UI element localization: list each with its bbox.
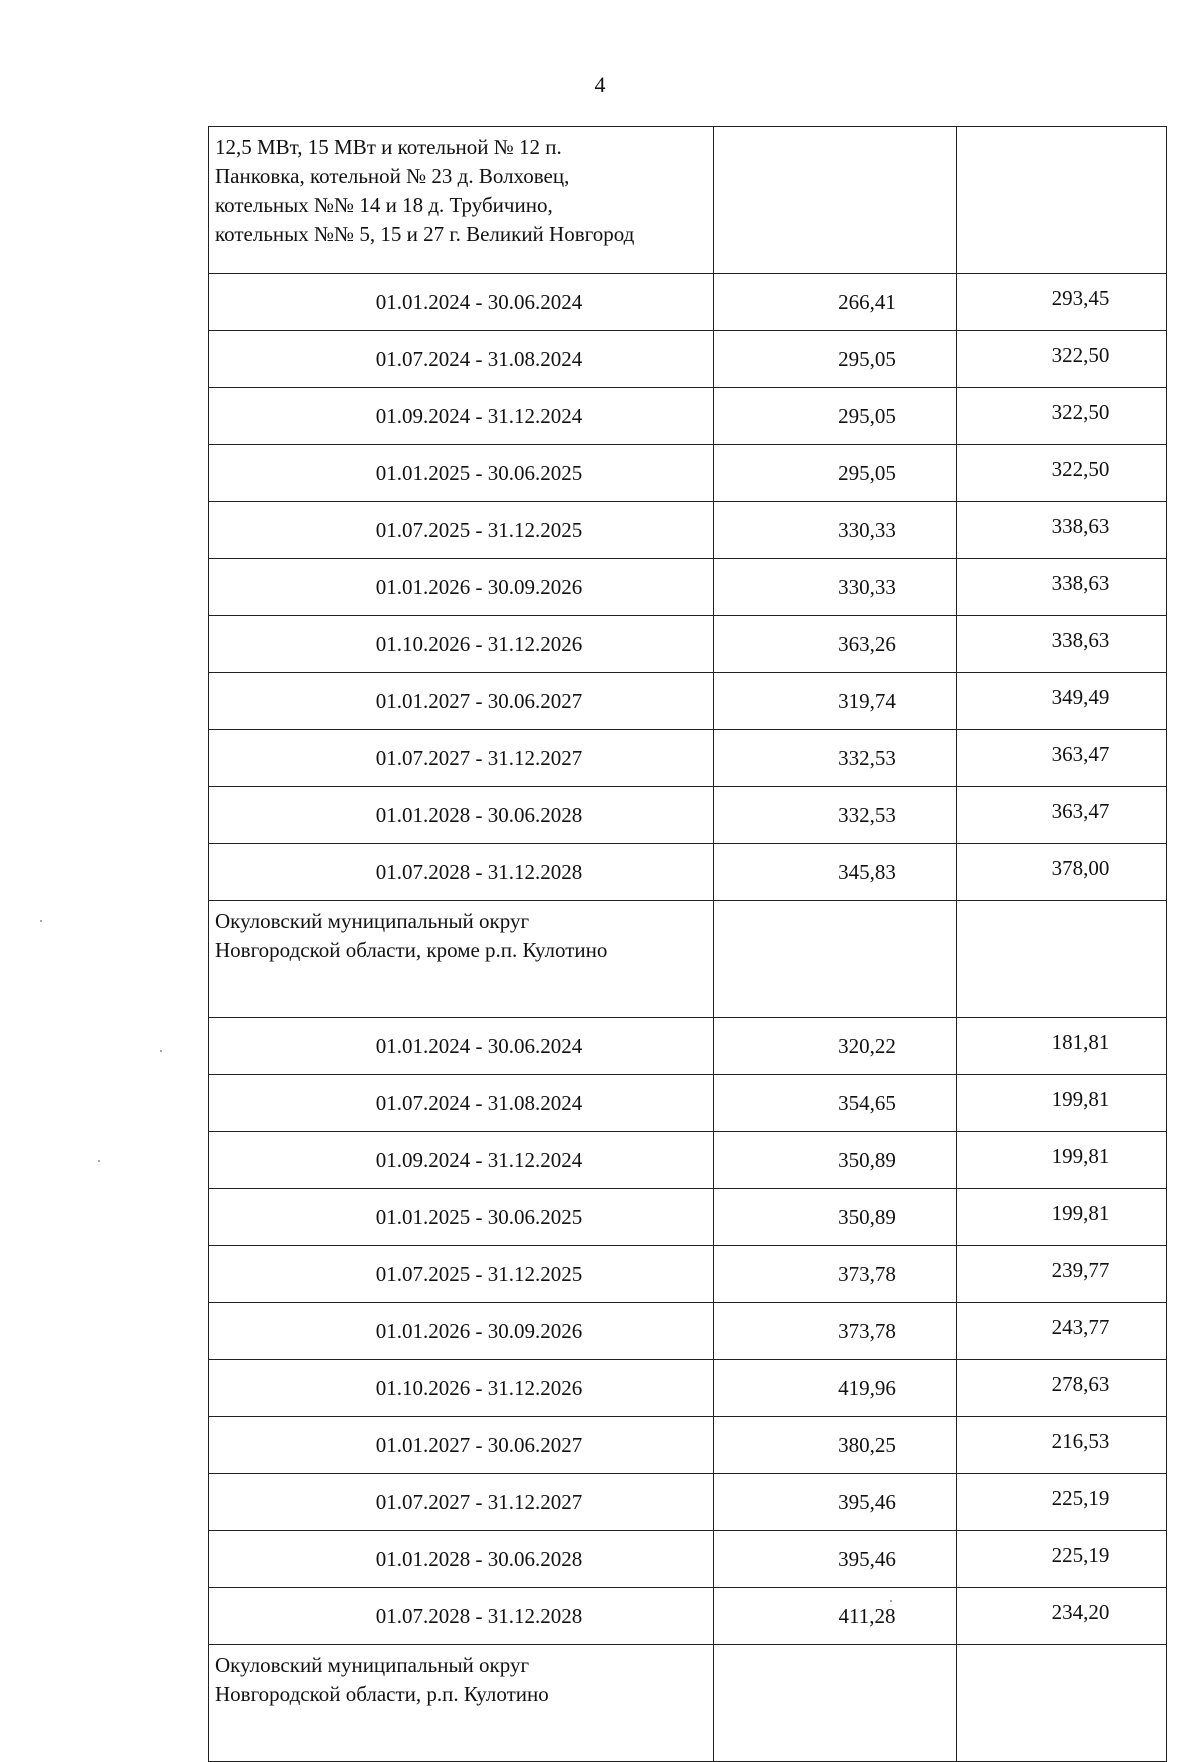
section-header-row	[209, 127, 1167, 274]
section-label-line: Новгородской области, р.п. Кулотино	[215, 1682, 549, 1706]
table-row	[209, 1360, 1167, 1417]
value-2-cell: 363,47	[957, 730, 1167, 787]
tariff-table	[208, 126, 1167, 1762]
value-1-cell: 380,25	[714, 1417, 957, 1474]
period-cell: 01.07.2027 - 31.12.2027	[209, 730, 714, 787]
table-row	[209, 445, 1167, 502]
value-2-cell: 278,63	[957, 1360, 1167, 1417]
table-row	[209, 502, 1167, 559]
period-cell: 01.07.2024 - 31.08.2024	[209, 1075, 714, 1132]
period-cell: 01.07.2027 - 31.12.2027	[209, 1474, 714, 1531]
value-1-cell: 266,41	[714, 274, 957, 331]
section-label-line: 12,5 МВт, 15 МВт и котельной № 12 п.	[215, 135, 562, 159]
period-cell: 01.01.2027 - 30.06.2027	[209, 1417, 714, 1474]
value-1-cell: 319,74	[714, 673, 957, 730]
period-cell: 01.01.2025 - 30.06.2025	[209, 1189, 714, 1246]
period-cell: 01.01.2026 - 30.09.2026	[209, 559, 714, 616]
scan-speck	[40, 920, 42, 922]
value-2-cell: 322,50	[957, 445, 1167, 502]
value-2-cell: 338,63	[957, 559, 1167, 616]
value-2-cell: 293,45	[957, 274, 1167, 331]
section-label-line: Окуловский муниципальный округ	[215, 909, 530, 933]
empty-cell	[957, 127, 1167, 274]
section-label-line: Панковка, котельной № 23 д. Волховец,	[215, 164, 570, 188]
tariff-table-body	[209, 127, 1167, 1762]
value-1-cell: 373,78	[714, 1246, 957, 1303]
period-cell: 01.01.2024 - 30.06.2024	[209, 1018, 714, 1075]
value-2-cell: 239,77	[957, 1246, 1167, 1303]
table-row	[209, 1018, 1167, 1075]
table-row	[209, 844, 1167, 901]
value-1-cell: 350,89	[714, 1189, 957, 1246]
value-1-cell: 330,33	[714, 502, 957, 559]
value-1-cell: 332,53	[714, 787, 957, 844]
value-1-cell: 395,46	[714, 1474, 957, 1531]
period-cell: 01.07.2024 - 31.08.2024	[209, 331, 714, 388]
table-row	[209, 1132, 1167, 1189]
value-2-cell: 243,77	[957, 1303, 1167, 1360]
value-2-cell: 199,81	[957, 1189, 1167, 1246]
period-cell: 01.09.2024 - 31.12.2024	[209, 388, 714, 445]
value-1-cell: 320,22	[714, 1018, 957, 1075]
period-cell: 01.01.2028 - 30.06.2028	[209, 787, 714, 844]
empty-cell	[957, 901, 1167, 1018]
value-1-cell: 395,46	[714, 1531, 957, 1588]
value-1-cell: 363,26	[714, 616, 957, 673]
period-cell: 01.07.2025 - 31.12.2025	[209, 1246, 714, 1303]
value-1-cell: 373,78	[714, 1303, 957, 1360]
value-1-cell: 332,53	[714, 730, 957, 787]
table-row	[209, 274, 1167, 331]
value-2-cell: 199,81	[957, 1132, 1167, 1189]
section-label	[209, 127, 714, 274]
scan-speck	[160, 1050, 162, 1052]
section-header-row	[209, 1645, 1167, 1762]
value-1-cell: 295,05	[714, 445, 957, 502]
value-1-cell: 354,65	[714, 1075, 957, 1132]
value-2-cell: 181,81	[957, 1018, 1167, 1075]
value-2-cell: 349,49	[957, 673, 1167, 730]
table-row	[209, 1588, 1167, 1645]
table-row	[209, 388, 1167, 445]
value-2-cell: 338,63	[957, 502, 1167, 559]
value-1-cell: 295,05	[714, 388, 957, 445]
page-number: 4	[594, 72, 606, 97]
section-label-line: Окуловский муниципальный округ	[215, 1653, 530, 1677]
value-2-cell: 338,63	[957, 616, 1167, 673]
period-cell: 01.01.2026 - 30.09.2026	[209, 1303, 714, 1360]
value-2-cell: 322,50	[957, 331, 1167, 388]
table-row	[209, 1303, 1167, 1360]
table-row	[209, 1246, 1167, 1303]
table-row	[209, 673, 1167, 730]
period-cell: 01.09.2024 - 31.12.2024	[209, 1132, 714, 1189]
value-1-cell: 295,05	[714, 331, 957, 388]
section-label-line: котельных №№ 5, 15 и 27 г. Великий Новгород	[215, 222, 635, 246]
period-cell: 01.07.2025 - 31.12.2025	[209, 502, 714, 559]
period-cell: 01.10.2026 - 31.12.2026	[209, 616, 714, 673]
empty-cell	[714, 901, 957, 1018]
section-label	[209, 901, 714, 1018]
period-cell: 01.10.2026 - 31.12.2026	[209, 1360, 714, 1417]
period-cell: 01.07.2028 - 31.12.2028	[209, 1588, 714, 1645]
value-2-cell: 225,19	[957, 1531, 1167, 1588]
empty-cell	[957, 1645, 1167, 1762]
value-2-cell: 234,20	[957, 1588, 1167, 1645]
value-2-cell: 363,47	[957, 787, 1167, 844]
table-row	[209, 1531, 1167, 1588]
period-cell: 01.01.2027 - 30.06.2027	[209, 673, 714, 730]
value-2-cell: 225,19	[957, 1474, 1167, 1531]
table-row	[209, 1417, 1167, 1474]
section-header-row	[209, 901, 1167, 1018]
value-1-cell: 330,33	[714, 559, 957, 616]
section-label	[209, 1645, 714, 1762]
empty-cell	[714, 1645, 957, 1762]
value-2-cell: 378,00	[957, 844, 1167, 901]
period-cell: 01.01.2028 - 30.06.2028	[209, 1531, 714, 1588]
empty-cell	[714, 127, 957, 274]
value-1-cell: 350,89	[714, 1132, 957, 1189]
table-row	[209, 559, 1167, 616]
table-row	[209, 787, 1167, 844]
table-row	[209, 730, 1167, 787]
value-2-cell: 322,50	[957, 388, 1167, 445]
period-cell: 01.01.2025 - 30.06.2025	[209, 445, 714, 502]
scan-speck	[890, 1600, 892, 1602]
table-row	[209, 331, 1167, 388]
table-row	[209, 1189, 1167, 1246]
table-row	[209, 1474, 1167, 1531]
period-cell: 01.07.2028 - 31.12.2028	[209, 844, 714, 901]
value-2-cell: 216,53	[957, 1417, 1167, 1474]
section-label-line: Новгородской области, кроме р.п. Кулотино	[215, 938, 608, 962]
table-row	[209, 616, 1167, 673]
scan-speck	[98, 1160, 100, 1162]
table-row	[209, 1075, 1167, 1132]
value-2-cell: 199,81	[957, 1075, 1167, 1132]
value-1-cell: 419,96	[714, 1360, 957, 1417]
period-cell: 01.01.2024 - 30.06.2024	[209, 274, 714, 331]
section-label-line: котельных №№ 14 и 18 д. Трубичино,	[215, 193, 553, 217]
value-1-cell: 345,83	[714, 844, 957, 901]
value-1-cell: 411,28	[714, 1588, 957, 1645]
